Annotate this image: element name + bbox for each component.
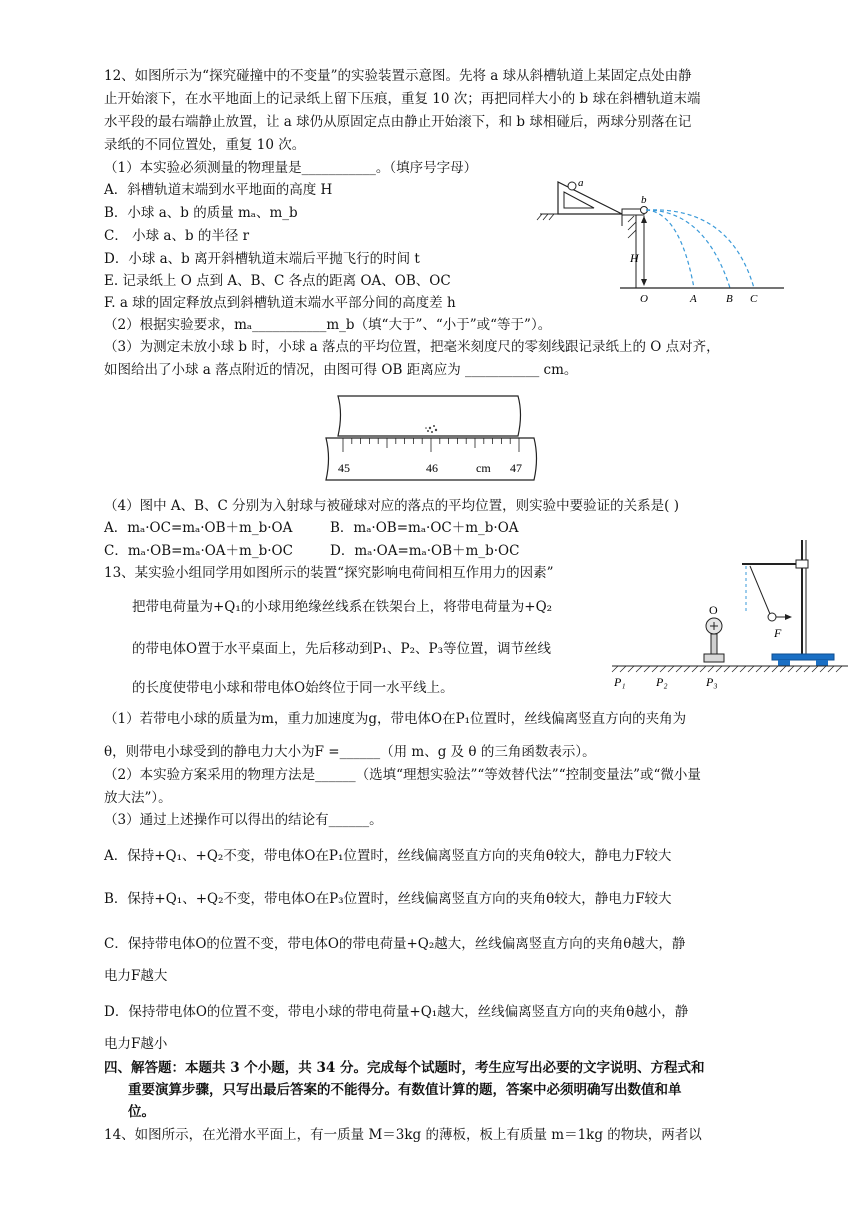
q13-intro: 13、某实验小组同学用如图所示的装置“探究影响电荷间相互作用力的因素” bbox=[104, 565, 554, 581]
q13-part-2-line-2: 放大法”）。 bbox=[104, 790, 172, 806]
label-A: A bbox=[690, 293, 697, 305]
q12-option-c: C． 小球 a、b 的半径 r bbox=[104, 228, 250, 244]
label-C: C bbox=[750, 293, 758, 305]
table-hatch-line bbox=[612, 666, 618, 672]
q12-intro-line-2: 止开始滚下，在水平地面上的记录纸上留下压痕，重复 10 次；再把同样大小的 b 球在斜槽轨道末端 bbox=[104, 91, 701, 107]
table-hatch-line bbox=[756, 666, 762, 672]
table-hatch-line bbox=[620, 666, 626, 672]
label-P2: P₂ bbox=[656, 675, 668, 689]
q12-part-1: （1）本实验必须测量的物理量是___________。（填序号字母） bbox=[104, 160, 478, 176]
table-hatch-line bbox=[692, 666, 698, 672]
table-hatch-line bbox=[828, 666, 834, 672]
q12-option-e: E. 记录纸上 O 点到 A、B、C 各点的距离 OA、OB、OC bbox=[104, 273, 451, 289]
q13-part-1-line-2: θ，则带电小球受到的静电力大小为F =______（用 m、g 及 θ 的三角函数表示）。 bbox=[104, 744, 596, 760]
table-hatch-line bbox=[820, 666, 826, 672]
ruler-figure bbox=[318, 392, 548, 484]
table-hatch-line bbox=[836, 666, 842, 672]
table-hatch-line bbox=[644, 666, 650, 672]
section-4-line-2: 重要演算步骤，只写出最后答案的不能得分。有数值计算的题，答案中必须明确写出数值和单 bbox=[128, 1082, 682, 1098]
q13-option-b: B．保持+Q₁、+Q₂不变，带电体O在P₃位置时，丝线偏离竖直方向的夹角θ较大，静电力F较大 bbox=[104, 891, 672, 907]
q13-part-1-line-1: （1）若带电小球的质量为m，重力加速度为g，带电体O在P₁位置时，丝线偏离竖直方向的夹角为 bbox=[104, 711, 687, 727]
q12-answer-b: B．mₐ·OB=mₐ·OC＋m_b·OA bbox=[330, 520, 519, 536]
label-P3: P₃ bbox=[706, 675, 718, 689]
q13-option-d-line-1: D．保持带电体O的位置不变，带电小球的带电荷量+Q₁越大，丝线偏离竖直方向的夹角θ越小，静 bbox=[104, 1004, 689, 1020]
q12-answer-c: C．mₐ·OB=mₐ·OA＋m_b·OC bbox=[104, 543, 293, 559]
label-b: b bbox=[641, 194, 647, 206]
charge-apparatus-figure bbox=[610, 536, 850, 696]
q12-intro-line-1: 12、如图所示为“探究碰撞中的不变量”的实验装置示意图。先将 a 球从斜槽轨道上某固定点处由静 bbox=[104, 68, 692, 84]
q12-part-3-line-1: （3）为测定未放小球 b 时，小球 a 落点的平均位置，把毫米刻度尺的零刻线跟记录纸上的 O 点对齐， bbox=[104, 339, 720, 355]
q13-part-3: （3）通过上述操作可以得出的结论有______。 bbox=[104, 812, 383, 828]
table-hatch-line bbox=[668, 666, 674, 672]
section-4-line-1: 四、解答题：本题共 3 个小题，共 34 分。完成每个试题时，考生应写出必要的文字说明、方程式和 bbox=[104, 1060, 705, 1076]
q12-option-f: F. a 球的固定释放点到斜槽轨道末端水平部分间的高度差 h bbox=[104, 295, 456, 311]
table-hatch-line bbox=[812, 666, 818, 672]
q12-intro-line-4: 录纸的不同位置处，重复 10 次。 bbox=[104, 137, 306, 153]
table-hatch-line bbox=[724, 666, 730, 672]
q13-option-c-line-1: C．保持带电体O的位置不变，带电体O的带电荷量+Q₂越大，丝线偏离竖直方向的夹角θ越大，静 bbox=[104, 936, 686, 952]
label-O: O bbox=[640, 293, 648, 305]
table-hatch-line bbox=[764, 666, 770, 672]
ruler-tick-47: 47 bbox=[510, 461, 522, 475]
label-B: B bbox=[726, 293, 733, 305]
table-hatch-line bbox=[780, 666, 786, 672]
table-hatch-line bbox=[748, 666, 754, 672]
table-hatch-line bbox=[628, 666, 634, 672]
label-F: F bbox=[774, 626, 782, 640]
label-P1: P₁ bbox=[614, 675, 626, 689]
table-hatch-line bbox=[796, 666, 802, 672]
q13-line-1: 把带电荷量为+Q₁的小球用绝缘丝线系在铁架台上，将带电荷量为+Q₂ bbox=[132, 599, 553, 615]
q13-part-2-line-1: （2）本实验方案采用的物理方法是______（选填“理想实验法”“等效替代法”“控制变量法”或“微小量 bbox=[104, 767, 701, 783]
table-hatch-line bbox=[636, 666, 642, 672]
ruler-tick-45: 45 bbox=[338, 461, 350, 475]
q13-line-3: 的长度使带电小球和带电体O始终位于同一水平线上。 bbox=[132, 680, 454, 696]
table-hatch-line bbox=[772, 666, 778, 672]
table-hatch-line bbox=[684, 666, 690, 672]
q12-part-3-line-2: 如图给出了小球 a 落点附近的情况，由图可得 OB 距离应为 ___________ cm。 bbox=[104, 362, 578, 378]
q12-part-4: （4）图中 A、B、C 分别为入射球与被碰球对应的落点的平均位置，则实验中要验证的关系是( ) bbox=[104, 498, 679, 514]
label-a: a bbox=[578, 177, 584, 189]
table-hatch-line bbox=[660, 666, 666, 672]
label-H: H bbox=[630, 251, 639, 265]
q12-intro-line-3: 水平段的最右端静止放置，让 a 球仍从原固定点由静止开始滚下，和 b 球相碰后，两球分别落在记 bbox=[104, 114, 692, 130]
table-hatch-line bbox=[700, 666, 706, 672]
q12-option-d: D．小球 a、b 离开斜槽轨道末端后平抛飞行的时间 t bbox=[104, 251, 420, 267]
table-hatch-line bbox=[708, 666, 714, 672]
table-hatch-line bbox=[740, 666, 746, 672]
ruler-unit: cm bbox=[476, 461, 491, 475]
q12-answer-a: A．mₐ·OC=mₐ·OB＋m_b·OA bbox=[104, 520, 293, 536]
q13-option-d-line-2: 电力F越小 bbox=[104, 1036, 168, 1052]
collision-apparatus-figure bbox=[540, 176, 790, 306]
table-hatch-line bbox=[716, 666, 722, 672]
table-hatch-line bbox=[652, 666, 658, 672]
q13-option-a: A．保持+Q₁、+Q₂不变，带电体O在P₁位置时，丝线偏离竖直方向的夹角θ较大，静电力F较大 bbox=[104, 848, 672, 864]
table-hatch-line bbox=[732, 666, 738, 672]
q12-option-b: B．小球 a、b 的质量 mₐ、m_b bbox=[104, 205, 298, 221]
q14-line-1: 14、如图所示，在光滑水平面上，有一质量 M＝3kg 的薄板，板上有质量 m＝1kg 的物块，两者以 bbox=[104, 1127, 702, 1143]
table-hatch-line bbox=[676, 666, 682, 672]
q12-option-a: A．斜槽轨道末端到水平地面的高度 H bbox=[104, 182, 333, 198]
q13-line-2: 的带电体O置于水平桌面上，先后移动到P₁、P₂、P₃等位置，调节丝线 bbox=[132, 641, 552, 657]
q12-part-2: （2）根据实验要求，mₐ___________m_b（填“大于”、“小于”或“等于”）。 bbox=[104, 317, 552, 333]
table-hatch-line bbox=[788, 666, 794, 672]
ruler-tick-46: 46 bbox=[426, 461, 438, 475]
label-O-body: O bbox=[709, 603, 718, 617]
table-hatch-line bbox=[804, 666, 810, 672]
q13-option-c-line-2: 电力F越大 bbox=[104, 968, 168, 984]
q12-answer-d: D．mₐ·OA=mₐ·OB＋m_b·OC bbox=[330, 543, 520, 559]
section-4-line-3: 位。 bbox=[128, 1104, 155, 1120]
